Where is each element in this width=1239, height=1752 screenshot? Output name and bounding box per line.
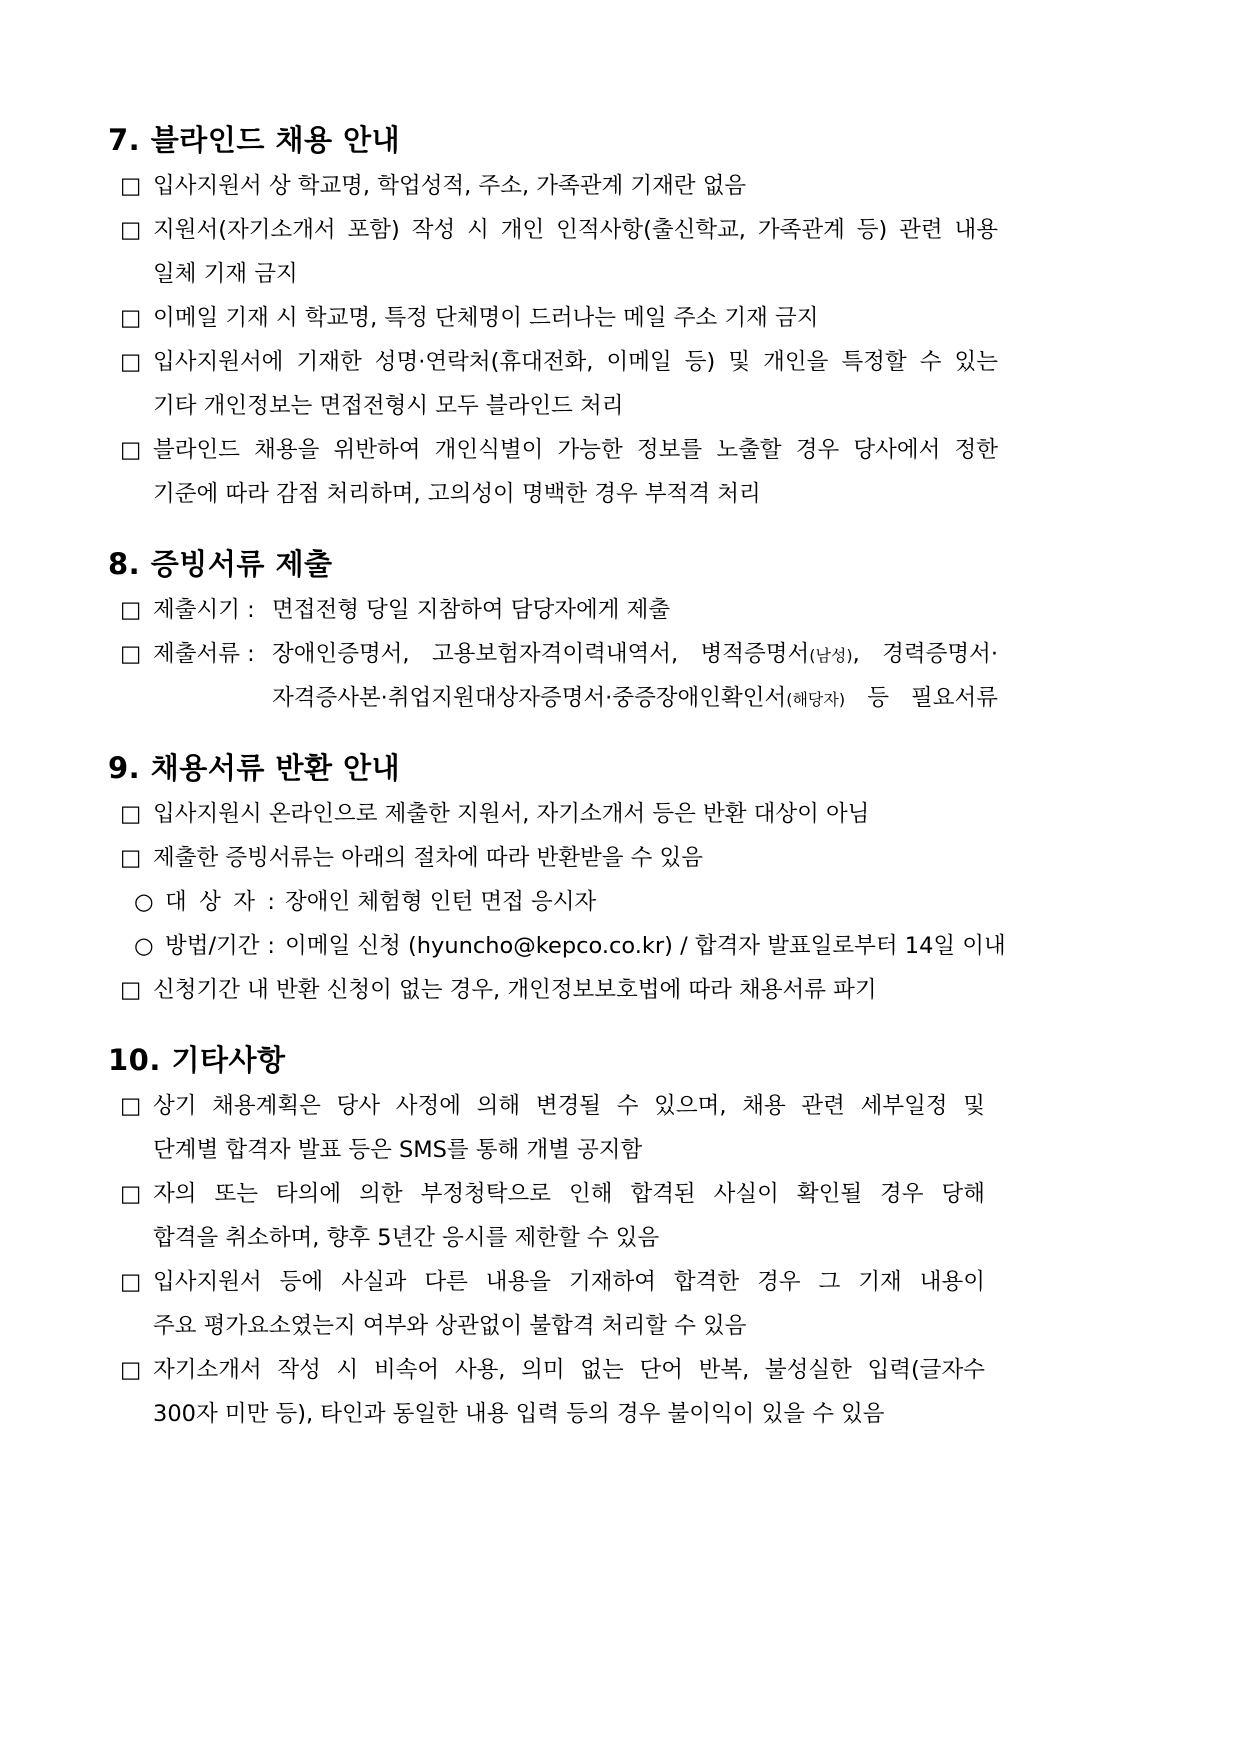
item-line: 입사지원서 등에 사실과 다른 내용을 기재하여 합격한 경우 그 기재 내용이: [153, 1269, 985, 1295]
item-value: 장애인 체험형 인턴 면접 응시자: [285, 889, 597, 915]
item-text: [153, 164, 998, 208]
square-bullet-icon: □: [120, 1093, 142, 1119]
list-item: [120, 164, 1008, 208]
square-bullet-icon: □: [120, 217, 142, 243]
item-line: [272, 676, 998, 720]
square-bullet-icon: □: [120, 641, 142, 667]
item-value: [272, 632, 998, 720]
list-item: [120, 208, 1008, 296]
list-item: [120, 340, 1008, 428]
item-text: [153, 1172, 985, 1260]
item-text: [153, 968, 998, 1012]
item-line-text: 등 필요서류: [845, 685, 998, 711]
item-line: 입사지원서 상 학교명, 학업성적, 주소, 가족관계 기재란 없음: [153, 173, 747, 199]
section-other-notes: [108, 1036, 1008, 1436]
item-line: 300자 미만 등), 타인과 동일한 내용 입력 등의 경우 불이익이 있을 수 있음: [153, 1401, 885, 1427]
list-item: [120, 836, 1008, 880]
item-line-note: (남성): [809, 646, 853, 665]
item-line: 입사지원서에 기재한 성명·연락처(휴대전화, 이메일 등) 및 개인을 특정할 수 있는: [153, 349, 998, 375]
item-value: 이메일 신청 (hyuncho@kepco.co.kr) / 합격자 발표일로부터 14일 이내: [285, 933, 1006, 959]
list-item: [120, 792, 1008, 836]
item-line: 합격을 취소하며, 향후 5년간 응시를 제한할 수 있음: [153, 1225, 660, 1251]
list-sub-item: [134, 924, 1008, 968]
item-line: 입사지원시 온라인으로 제출한 지원서, 자기소개서 등은 반환 대상이 아님: [153, 801, 870, 827]
section-heading: 10. 기타사항: [108, 1043, 286, 1077]
item-text: [153, 340, 998, 428]
square-bullet-icon: □: [120, 349, 142, 375]
list-item: [120, 1260, 1008, 1348]
list-item: [120, 428, 1008, 516]
item-label: 제출서류 :: [153, 641, 255, 667]
item-text: [153, 1084, 985, 1172]
square-bullet-icon: □: [120, 305, 142, 331]
item-line: 단계별 합격자 발표 등은 SMS를 통해 개별 공지함: [153, 1137, 643, 1163]
section-blind-recruitment: [108, 116, 1008, 516]
list-item: [120, 968, 1008, 1012]
item-label: 대 상 자 :: [165, 889, 275, 915]
square-bullet-icon: □: [120, 845, 142, 871]
square-bullet-icon: □: [120, 977, 142, 1003]
square-bullet-icon: □: [120, 437, 142, 463]
item-line: 자의 또는 타의에 의한 부정청탁으로 인해 합격된 사실이 확인될 경우 당해: [153, 1181, 985, 1207]
item-text: [153, 1348, 985, 1436]
item-line-text: 장애인증명서, 고용보험자격이력내역서, 병적증명서: [272, 641, 810, 667]
square-bullet-icon: □: [120, 173, 142, 199]
square-bullet-icon: □: [120, 1357, 142, 1383]
item-line: [272, 588, 998, 632]
list-sub-item: [134, 880, 1008, 924]
list-item: [120, 1084, 1008, 1172]
square-bullet-icon: □: [120, 1269, 142, 1295]
section-document-return: [108, 744, 1008, 1012]
item-text: [153, 1260, 985, 1348]
document-content: [108, 116, 1008, 1436]
circle-bullet-icon: ○: [134, 933, 154, 959]
list-item: [120, 632, 1008, 720]
item-line: 블라인드 채용을 위반하여 개인식별이 가능한 정보를 노출할 경우 당사에서 정한: [153, 437, 998, 463]
item-line: 지원서(자기소개서 포함) 작성 시 개인 인적사항(출신학교, 가족관계 등) 관련 내용: [153, 217, 998, 243]
item-value: [272, 588, 998, 632]
item-line: 자기소개서 작성 시 비속어 사용, 의미 없는 단어 반복, 불성실한 입력(글자수: [153, 1357, 985, 1383]
list-item: [120, 1348, 1008, 1436]
section-heading: 8. 증빙서류 제출: [108, 547, 333, 581]
item-line: 일체 기재 금지: [153, 261, 298, 287]
item-line: 기준에 따라 감점 처리하며, 고의성이 명백한 경우 부적격 처리: [153, 481, 761, 507]
section-heading: 7. 블라인드 채용 안내: [108, 123, 401, 157]
item-line-note: (해당자): [786, 690, 846, 709]
item-text: [153, 836, 998, 880]
item-line-text: 자격증사본·취업지원대상자증명서·중증장애인확인서: [272, 685, 787, 711]
circle-bullet-icon: ○: [134, 889, 154, 915]
list-item: [120, 296, 1008, 340]
item-text: [153, 208, 998, 296]
item-line: 상기 채용계획은 당사 사정에 의해 변경될 수 있으며, 채용 관련 세부일정 및: [153, 1093, 985, 1119]
item-line: 이메일 기재 시 학교명, 특정 단체명이 드러나는 메일 주소 기재 금지: [153, 305, 819, 331]
square-bullet-icon: □: [120, 597, 142, 623]
item-line: 주요 평가요소였는지 여부와 상관없이 불합격 처리할 수 있음: [153, 1313, 747, 1339]
list-item: [120, 1172, 1008, 1260]
item-line-text: , 경력증명서·: [852, 641, 998, 667]
item-text: [153, 428, 998, 516]
item-label: 방법/기간 :: [165, 933, 275, 959]
section-supporting-documents: [108, 540, 1008, 720]
item-text: [153, 296, 998, 340]
item-line: 기타 개인정보는 면접전형시 모두 블라인드 처리: [153, 393, 624, 419]
item-label: 제출시기 :: [153, 597, 255, 623]
square-bullet-icon: □: [120, 801, 142, 827]
item-line: 신청기간 내 반환 신청이 없는 경우, 개인정보보호법에 따라 채용서류 파기: [153, 977, 877, 1003]
item-text: [153, 792, 998, 836]
list-item: [120, 588, 1008, 632]
square-bullet-icon: □: [120, 1181, 142, 1207]
item-line-text: 면접전형 당일 지참하여 담당자에게 제출: [272, 597, 671, 623]
item-line: [272, 632, 998, 676]
item-line: 제출한 증빙서류는 아래의 절차에 따라 반환받을 수 있음: [153, 845, 703, 871]
section-heading: 9. 채용서류 반환 안내: [108, 751, 401, 785]
